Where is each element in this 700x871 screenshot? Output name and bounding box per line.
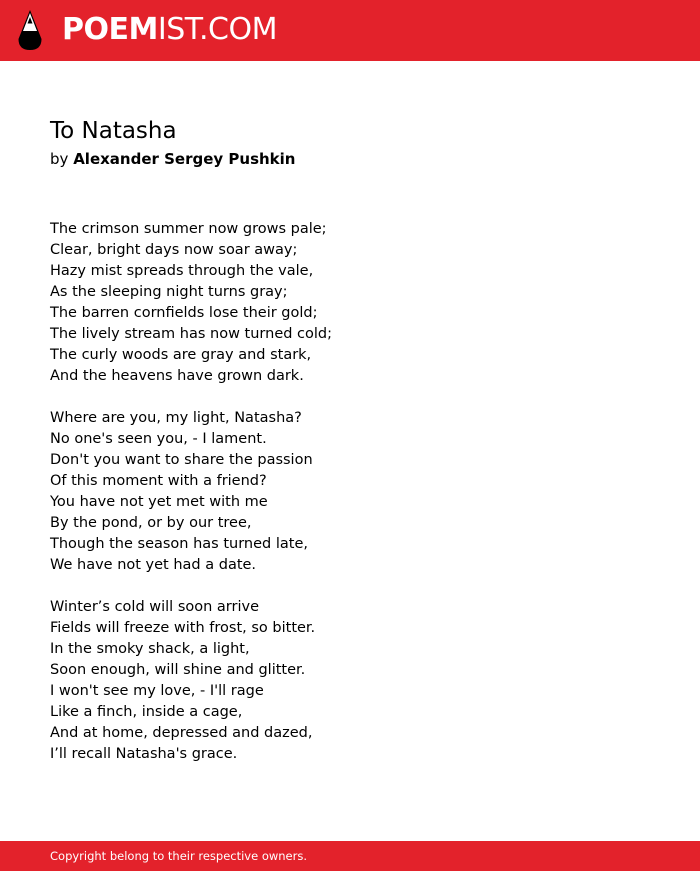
poem-line: Don't you want to share the passion [50, 452, 313, 468]
poem-line: No one's seen you, - I lament. [50, 431, 267, 447]
poem-byline [50, 149, 295, 169]
poem-line: Though the season has turned late, [50, 536, 308, 552]
poem-line: We have not yet had a date. [50, 557, 257, 573]
poem-line: The curly woods are gray and stark, [50, 347, 312, 363]
poem-line: And the heavens have grown dark. [50, 368, 304, 384]
site-logo[interactable] [62, 12, 277, 48]
poem-line: You have not yet met with me [50, 494, 268, 510]
stanza-3 [50, 597, 650, 765]
poem-line: The crimson summer now grows pale; [50, 221, 327, 237]
header-bar [0, 0, 700, 61]
poem-line: Soon enough, will shine and glitter. [50, 662, 306, 678]
poem-line: As the sleeping night turns gray; [50, 284, 288, 300]
poem-line: The barren cornfields lose their gold; [50, 305, 318, 321]
stanza-1 [50, 219, 650, 387]
poem-line: Fields will freeze with frost, so bitter. [50, 620, 316, 636]
stanza-2 [50, 408, 650, 576]
poem-title: To Natasha [50, 118, 177, 144]
poem-body [50, 219, 650, 786]
poem-line: And at home, depressed and dazed, [50, 725, 313, 741]
poem-line: The lively stream has now turned cold; [50, 326, 333, 342]
poem-line: Winter’s cold will soon arrive [50, 599, 259, 615]
by-label: by [50, 150, 69, 168]
pencil-tip-icon[interactable] [17, 9, 43, 51]
brand-bold: POEM [62, 12, 158, 47]
poem-line: Where are you, my light, Natasha? [50, 410, 302, 426]
poem-line: Hazy mist spreads through the vale, [50, 263, 314, 279]
poem-line: I’ll recall Natasha's grace. [50, 746, 238, 762]
poem-line: Of this moment with a friend? [50, 473, 267, 489]
copyright-notice: Copyright belong to their respective owners. [50, 849, 308, 863]
poem-line: Clear, bright days now soar away; [50, 242, 298, 258]
footer-bar [0, 841, 700, 871]
author-name: Alexander Sergey Pushkin [73, 150, 296, 168]
poem-line: I won't see my love, - I'll rage [50, 683, 264, 699]
poem-line: In the smoky shack, a light, [50, 641, 250, 657]
poem-line: Like a finch, inside a cage, [50, 704, 243, 720]
poem-line: By the pond, or by our tree, [50, 515, 252, 531]
brand-rest: IST.COM [157, 12, 277, 47]
